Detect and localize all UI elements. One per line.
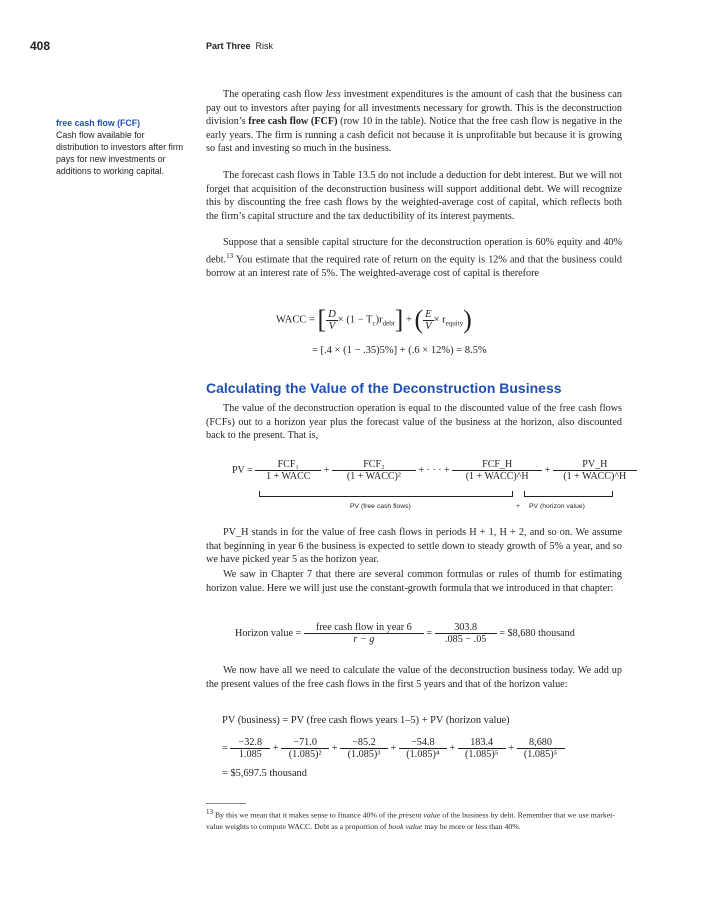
wacc-plus: + <box>405 314 412 326</box>
pv-num-1: FCF₁ <box>255 459 321 471</box>
pv-num-h: FCF_H <box>452 459 542 471</box>
footnote-text-c: of the business by debt. Remember that we use market-value weights to compute WACC. Debt as a proportion of <box>206 810 616 832</box>
horizon-eq: = <box>426 627 433 639</box>
pv-den-pvh: (1 + WACC)^H <box>563 471 627 482</box>
section-label: Risk <box>255 41 274 51</box>
pv-business-sum: = $\frac{-32.8}{1.085}$ + $\frac{-71.0}{\text{(1.085)²}}$ + $\frac{-85.2}{\text{(1.085)³}}$ + $\frac{-54.8}{\text{(1.085)⁴}}$ + $\frac{183.4}{\text{(1.085)⁵}}$ + $\frac{8,680}{\text{(1.085)⁵}}$ <box>222 737 565 760</box>
horizon-num: free cash flow in year 6 <box>304 622 424 634</box>
wacc-equation: WACC = [ $\frac{D}{V}$ × $(1 - T_c)r_{debt}$] + ( $\frac{E}{V}$ × $r_{equity}$) <box>276 305 472 334</box>
paragraph-3 <box>206 236 622 280</box>
paragraph-4 <box>206 402 622 443</box>
footnote-marker: 13 <box>226 251 234 260</box>
pvb-num-4: −54.8 <box>399 737 447 749</box>
p1-term: free cash flow (FCF) <box>248 116 338 128</box>
pv-den-2: (1 + WACC)² <box>346 471 401 482</box>
p6-text: We saw in Chapter 7 that there are several common formulas or rules of thumb for estimating horizon value. Here we will just use the constant-growth formula that we introduced in that chapter: <box>206 569 622 594</box>
wacc-V: V <box>328 320 336 332</box>
wacc-sub-equity: equity <box>445 319 464 328</box>
pvb-num-1: −32.8 <box>230 737 270 749</box>
wacc-D: D <box>328 308 336 320</box>
wacc-times-r: × r <box>433 314 446 326</box>
footnote-divider <box>206 803 246 804</box>
p1-text-c: investment expenditures is the amount of cash that the business can pay out to investors after paying for all investments necessary for growth. This is the deconstruction division’s <box>206 89 622 128</box>
pv-dots: + · · · + <box>418 464 450 476</box>
fcf-brace <box>259 491 513 497</box>
footnote <box>206 807 626 833</box>
wacc-sub-c: c <box>372 319 376 328</box>
p4-text: The value of the deconstruction operation is equal to the discounted value of the free cash flows (FCFs) out to a horizon year plus the forecast value of the business at the horizon, also discounted back to the present. That is, <box>206 403 622 442</box>
footnote-number: 13 <box>206 808 213 816</box>
wacc-result: = [.4 × (1 − .35)5%] + (.6 × 12%) = 8.5% <box>312 345 487 356</box>
pv-equation: PV = $\frac{\text{FCF₁}}{\text{1 + WACC}}$ + $\frac{\text{FCF₂}}{\text{(1 + WACC)²}}$ + · · · + $\frac{\text{FCF\_H}}{\text{(1 + WACC)\textasciicircum{}H}}$ + $\frac{PV\_H}{\text{(1 + WACC)\textasciicircum{}H}}$ <box>232 459 637 482</box>
wacc-sub-debt: debt <box>382 319 395 328</box>
wacc-E: E <box>425 308 432 320</box>
section-heading: Calculating the Value of the Deconstruction Business <box>206 380 562 396</box>
paragraph-6 <box>206 568 622 595</box>
pvb-num-6: 8,680 <box>517 737 565 749</box>
pv-lhs: PV = <box>232 464 253 476</box>
p1-text-b: less <box>325 89 341 100</box>
p7-text: We now have all we need to calculate the value of the deconstruction business today. We add up the present values of the free cash flows in the first 5 years and that of the horizon value: <box>206 665 622 690</box>
part-label: Part Three <box>206 41 251 51</box>
margin-definition <box>56 117 184 177</box>
p3-text-b: You estimate that the required rate of return on the equity is 12% and that the business could borrow at an interest rate of 5%. The weighted-average cost of capital is therefore <box>206 253 622 279</box>
page-number: 408 <box>30 39 51 53</box>
paragraph-2 <box>206 169 622 223</box>
horizon-rhs: = $8,680 thousand <box>499 627 575 639</box>
wacc-r: )r <box>375 314 383 326</box>
pv-num-2: FCF₂ <box>332 459 416 471</box>
pvb-den-2: (1.085)² <box>288 749 322 760</box>
p1-text-a: The operating cash flow <box>223 89 326 100</box>
pv-business-result: = $5,697.5 thousand <box>222 768 307 779</box>
paragraph-5 <box>206 526 622 567</box>
pvb-num-3: −85.2 <box>340 737 388 749</box>
p5-text: PV_H stands in for the value of free cash flows in periods H + 1, H + 2, and so on. We assume that beginning in year 6 the business is expected to settle down to steady growth of 5% a year, and so we have picked year 5 as the horizon year. <box>206 527 622 566</box>
pvb-den-5: (1.085)⁵ <box>465 749 499 760</box>
label-pv-fcf: PV (free cash flows) <box>350 503 411 510</box>
running-header <box>206 41 273 51</box>
p1-text-e: (row 10 in the table). Notice that the free cash flow is negative in the early years. The firm is running a cash deficit not because it is unprofitable but because it is growing so fast and investing so much in the business. <box>206 116 622 155</box>
p3-text-a: Suppose that a sensible capital structure for the deconstruction operation is 60% equity and 40% debt. <box>206 237 622 265</box>
p2-text: The forecast cash flows in Table 13.5 do not include a deduction for debt interest. But we will not forget that acquisition of the deconstruction business will support additional debt. We will recognize this by discounting the free cash flows by the weighted-average cost of capital, which reflects both the firm’s capital structure and the tax deductibility of its interest payments. <box>206 170 622 222</box>
paragraph-7 <box>206 664 622 691</box>
horizon-num2: 303.8 <box>435 622 497 634</box>
pv-num-pvh: PV_H <box>553 459 637 471</box>
wacc-lhs: WACC = <box>276 314 315 326</box>
horizon-brace <box>524 491 613 497</box>
horizon-lhs: Horizon value = <box>235 627 302 639</box>
horizon-equation <box>235 622 575 645</box>
pvb-den-4: (1.085)⁴ <box>406 749 440 760</box>
margin-definition-text: Cash flow available for distribution to investors after firm pays for new investments or additions to working capital. <box>56 130 184 177</box>
wacc-V2: V <box>425 320 432 332</box>
pvb-num-5: 183.4 <box>458 737 506 749</box>
paragraph-1 <box>206 88 622 156</box>
pv-den-h: (1 + WACC)^H <box>465 471 529 482</box>
footnote-text-e: may be more or less than 40%. <box>422 822 521 832</box>
pvb-num-2: −71.0 <box>281 737 329 749</box>
wacc-tax-term: × (1 − T <box>337 314 373 326</box>
label-pv-horizon: PV (horizon value) <box>529 503 585 510</box>
horizon-den: r − g <box>353 634 375 645</box>
pvb-den-1: 1.085 <box>238 749 262 760</box>
pvb-den-6: (1.085)⁵ <box>523 749 558 760</box>
pvb-den-3: (1.085)³ <box>347 749 381 760</box>
pv-den-1: 1 + WACC <box>266 471 311 482</box>
footnote-text-d: book value <box>388 822 423 832</box>
label-plus: + <box>516 503 520 510</box>
horizon-den2: .085 − .05 <box>444 634 487 645</box>
margin-term: free cash flow (FCF) <box>56 118 141 128</box>
pv-business-line1: PV (business) = PV (free cash flows years 1–5) + PV (horizon value) <box>222 715 510 726</box>
footnote-text-b: present value <box>398 810 441 820</box>
footnote-text-a: By this we mean that it makes sense to finance 40% of the <box>213 810 399 820</box>
